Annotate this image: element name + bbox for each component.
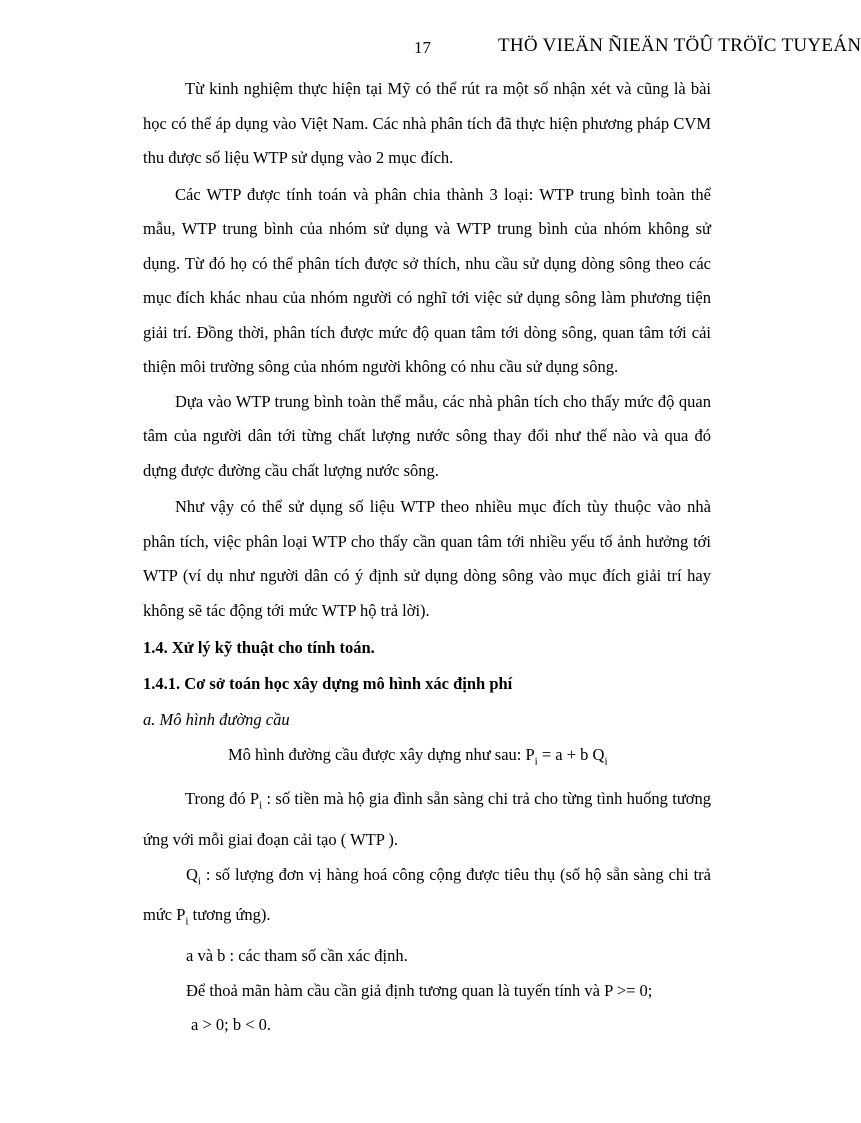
document-body [143,72,711,1043]
paragraph-4: Như vậy có thể sử dụng số liệu WTP theo nhiều mục đích tùy thuộc vào nhà phân tích, việc phân loại WTP cho thấy cần quan tâm tới nhiều yếu tố ảnh hưởng tới WTP (ví dụ như người dân có ý định sử dụng dòng sông vào mục đích giải trí hay không sẽ tác động tới mức WTP hộ trả lời). [143,497,711,620]
section-heading: 1.4. Xử lý kỹ thuật cho tính toán. [143,638,375,657]
model-subheading: a. Mô hình đường cầu [143,710,290,729]
definition-P: Trong đó $P_i$ : số tiền mà hộ gia đình sẵn sàng chi trả cho từng tình huống tương ứng với mỗi giai đoạn cải tạo ( WTP ). [143,789,712,850]
paragraph-2: Các WTP được tính toán và phân chia thành 3 loại: WTP trung bình toàn thể mẫu, WTP trung bình của nhóm sử dụng và WTP trung bình của nhóm không sử dụng. Từ đó họ có thể phân tích được sở thích, nhu cầu sử dụng dòng sông theo các mục đích khác nhau của nhóm người có nghĩ tới việc sử dụng sông làm phương tiện giải trí. Đồng thời, phân tích được mức độ quan tâm tới dòng sông, quan tâm tới cải thiện môi trường sông của nhóm người không có nhu cầu sử dụng sông. [143,184,711,376]
definition-Q: $Q_i$ : số lượng đơn vị hàng hoá công cộng được tiêu thụ (số hộ sẵn sàng chi trả mức $P_i$ tương ứng). [143,864,711,928]
running-header: THÖ VIEÄN ÑIEÄN TÖÛ TRÖÏC TUYEÁN [498,35,861,56]
subsection-heading: 1.4.1. Cơ sở toán học xây dựng mô hình xác định phí [143,674,513,693]
sign-condition: a > 0; b < 0. [191,1015,272,1035]
demand-formula: Mô hình đường cầu được xây dựng như sau: $P_i = a + b$ $Q_i$ [228,745,608,768]
paragraph-1: Từ kinh nghiệm thực hiện tại Mỹ có thể rút ra một số nhận xét và cũng là bài học có thể áp dụng vào Việt Nam. Các nhà phân tích đã thực hiện phương pháp CVM thu được số liệu WTP sử dụng vào 2 mục đích. [143,79,711,167]
page-number: 17 [414,38,431,57]
definition-ab: a và b : các tham số cần xác định. [186,946,408,966]
linearity-condition: Để thoả mãn hàm cầu cần giả định tương quan là tuyến tính và P >= 0; [186,980,653,1000]
paragraph-3: Dựa vào WTP trung bình toàn thể mẫu, các nhà phân tích cho thấy mức độ quan tâm của người dân tới từng chất lượng nước sông thay đổi như thế nào và qua đó dựng được đường cầu chất lượng nước sông. [143,391,711,480]
